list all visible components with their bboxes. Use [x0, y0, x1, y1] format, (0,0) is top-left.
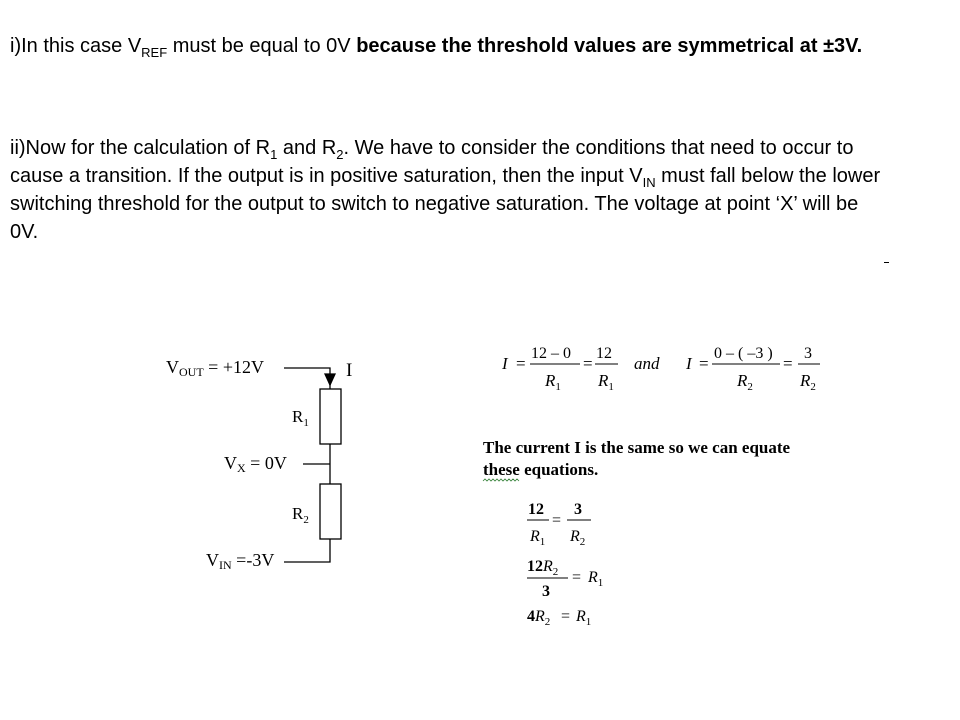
para2-sub-2: 2: [336, 147, 344, 162]
e1-num-b: 3: [574, 501, 582, 518]
resistor-r2: [320, 484, 341, 539]
e3-lhs: $4R_2$: [527, 608, 551, 628]
r1-label: $R_1$: [292, 407, 309, 429]
current-equations: [501, 345, 820, 393]
eq-sign-4: =: [783, 354, 793, 373]
e2-rhs: $R_1$: [588, 569, 604, 589]
spellcheck-squiggle: [483, 479, 519, 481]
eq-i-left: I: [502, 354, 508, 373]
e3-rhs: $R_1$: [576, 608, 592, 628]
frac1-denominator: $R_1$: [545, 371, 561, 393]
equation-result: [527, 608, 591, 628]
equation-equate: [527, 501, 591, 548]
para1-sub-ref: REF: [141, 45, 168, 60]
frac1-numerator: 12 – 0: [531, 345, 571, 362]
frac3-numerator: 0 – ( –3 ): [714, 345, 773, 362]
e2-numerator: $12R_2$: [527, 558, 559, 578]
para2-sub-in: IN: [642, 175, 656, 190]
current-label: I: [346, 360, 353, 381]
e1-num-a: 12: [528, 501, 544, 518]
frac2-numerator: 12: [596, 345, 612, 362]
frac2-denominator: $R_1$: [598, 371, 614, 393]
eq-sign-2: =: [583, 354, 593, 373]
para2-text-4: must fall below the lower switching threshold for the output to switch to negative saturation. The voltage at point ‘X’ will be 0V.: [10, 165, 881, 243]
wire-top: [284, 368, 330, 389]
current-arrow-icon: [325, 374, 335, 385]
e2-denominator: 3: [542, 583, 550, 600]
vout-label: VOUT = +12V: [166, 357, 264, 379]
statement-line-1: The current I is the same so we can equate: [483, 438, 791, 457]
statement-line-2: these equations.: [483, 460, 599, 479]
para2-text-3: . We have to consider the conditions that need to occur to cause a transition. If the output is in positive saturation, then the input V: [10, 137, 854, 187]
eq-sign-1: =: [516, 354, 526, 373]
eq-i-right: I: [686, 354, 692, 373]
equation-rearranged: [527, 558, 603, 600]
para1-bold: because the threshold values are symmetrical at ±3V.: [356, 35, 863, 57]
and-word: and: [634, 354, 660, 373]
frac4-numerator: 3: [804, 345, 812, 362]
eq-sign-3: =: [699, 354, 709, 373]
para1-middle: must be equal to 0V: [167, 35, 357, 57]
resistor-r1: [320, 389, 341, 444]
frac4-denominator: $R_2$: [800, 371, 816, 393]
vin-label: VIN =-3V: [206, 550, 275, 572]
para2-text-2: and R: [277, 137, 337, 159]
wire-bottom: [284, 539, 330, 562]
e1-eq: =: [552, 512, 562, 529]
para2-sub-1: 1: [270, 147, 278, 162]
para2-text-1: ii)Now for the calculation of R: [10, 137, 271, 159]
e1-den-b: $R_2$: [570, 528, 586, 548]
e3-eq: =: [561, 608, 571, 625]
para1-prefix: i)In this case V: [10, 35, 142, 57]
e2-eq: =: [572, 569, 582, 586]
vx-label: VX = 0V: [224, 453, 287, 475]
frac3-denominator: $R_2$: [737, 371, 753, 393]
e1-den-a: $R_1$: [530, 528, 546, 548]
r2-label: $R_2$: [292, 504, 309, 526]
